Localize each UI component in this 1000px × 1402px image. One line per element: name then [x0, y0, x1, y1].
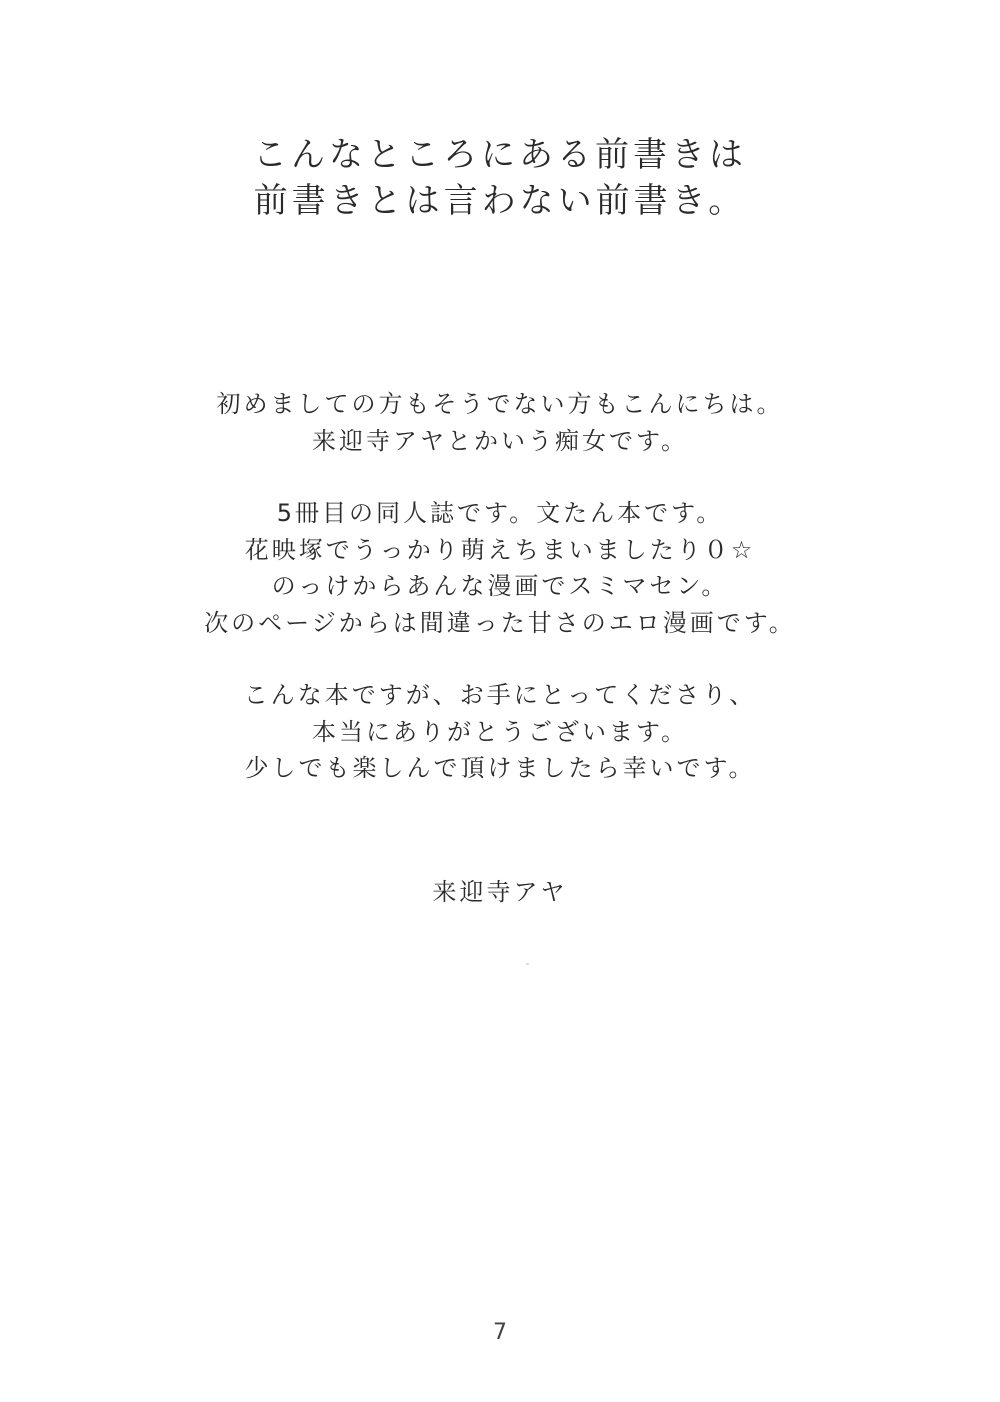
paragraph: [0, 677, 1000, 787]
body-line: こんな本ですが、お手にとってくださり、: [243, 681, 757, 709]
author-signature: 来迎寺アヤ: [432, 878, 568, 906]
body-line: 花映塚でうっかり萌えちまいましたり０☆: [244, 535, 756, 564]
body-line: 5冊目の同人誌です。文たん本です。: [276, 499, 724, 527]
body-line: 初めましての方もそうでない方もこんにちは。: [216, 390, 784, 418]
body-line: 来迎寺アヤとかいう痴女です。: [311, 426, 689, 455]
body-line: のっけからあんな漫画でスミマセン。: [271, 572, 729, 600]
page-title: [0, 132, 1000, 224]
body-line: 少しでも楽しんで頂けましたら幸いです。: [244, 754, 756, 782]
foreword-body: [0, 386, 1000, 823]
page-number: 7: [493, 1320, 507, 1345]
paragraph: [0, 495, 1000, 641]
body-line: 本当にありがとうございます。: [311, 717, 689, 746]
body-line: 次のページからは間違った甘さのエロ漫画です。: [204, 608, 796, 637]
title-line: 前書きとは言わない前書き。: [253, 181, 747, 221]
paragraph: [0, 386, 1000, 459]
paper-speck: [526, 963, 529, 965]
title-line: こんなところにある前書きは: [253, 135, 747, 175]
